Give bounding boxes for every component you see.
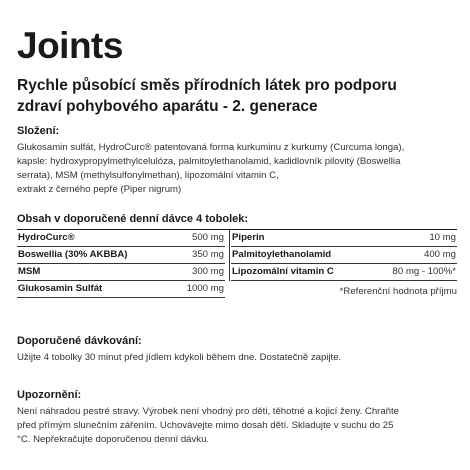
- ingredient-name: Piperin: [232, 232, 265, 243]
- warning-heading: Upozornění:: [17, 389, 82, 401]
- ingredient-value: 500 mg: [192, 232, 224, 243]
- product-subtitle: [17, 75, 457, 117]
- composition-text: [17, 141, 457, 197]
- table-row: [231, 247, 457, 264]
- table-row: [17, 247, 225, 264]
- ingredient-name: Palmitoylethanolamid: [232, 249, 332, 260]
- subtitle-line: zdraví pohybového aparátu - 2. generace: [17, 98, 318, 115]
- ingredient-name: HydroCurc®: [18, 232, 75, 243]
- ingredient-value: 400 mg: [424, 249, 456, 260]
- composition-line: Glukosamin sulfát, HydroCurc® patentovaná forma kurkuminu z kurkumy (Curcuma longa),: [17, 142, 405, 153]
- nutrition-heading: Obsah v doporučené denní dávce 4 tobolek:: [17, 213, 249, 225]
- product-title: Joints: [17, 25, 123, 66]
- ingredient-name: Boswellia (30% AKBBA): [18, 249, 128, 260]
- warning-text: [17, 405, 457, 447]
- reference-footnote: *Referenční hodnota příjmu: [339, 286, 457, 297]
- column-divider: [229, 230, 230, 281]
- ingredient-name: Glukosamin Sulfát: [18, 283, 103, 294]
- table-row: [17, 264, 225, 281]
- warning-line: °C. Nepřekračujte doporučenou denní dávku.: [17, 434, 210, 445]
- composition-line: extrakt z černého pepře (Piper nigrum): [17, 184, 182, 195]
- ingredient-value: 300 mg: [192, 266, 224, 277]
- composition-heading: Složení:: [17, 125, 60, 137]
- ingredient-value: 1000 mg: [186, 283, 224, 294]
- nutrition-left-column: [17, 230, 225, 298]
- ingredient-value: 80 mg - 100%*: [392, 266, 456, 277]
- ingredient-name: Lipozomální vitamin C: [232, 266, 334, 277]
- ingredient-value: 350 mg: [192, 249, 224, 260]
- warning-line: před přímým slunečním zářením. Uchovávejte mimo dosah dětí. Skladujte v suchu do 25: [17, 420, 394, 431]
- subtitle-line: Rychle působící směs přírodních látek pro podporu: [17, 77, 397, 94]
- warning-line: Není náhradou pestré stravy. Výrobek není vhodný pro děti, těhotné a kojicí ženy. Chraňte: [17, 406, 400, 417]
- table-row: [17, 230, 225, 247]
- composition-line: serrata), MSM (methylsulfonylmethan), lipozomální vitamin C,: [17, 170, 279, 181]
- nutrition-right-column: [231, 230, 457, 281]
- ingredient-name: MSM: [18, 266, 41, 277]
- composition-line: kapsle: hydroxypropylmethylcelulóza, palmitoylethanolamid, kadidlovník pilovitý (Boswellia: [17, 156, 401, 167]
- table-row: [17, 281, 225, 298]
- dosage-line: Užijte 4 tobolky 30 minut před jídlem kdykoli během dne. Dostatečně zapijte.: [17, 352, 342, 363]
- table-row: [231, 264, 457, 281]
- dosage-heading: Doporučené dávkování:: [17, 335, 142, 347]
- ingredient-value: 10 mg: [429, 232, 456, 243]
- dosage-text: [17, 351, 457, 365]
- table-row: [231, 230, 457, 247]
